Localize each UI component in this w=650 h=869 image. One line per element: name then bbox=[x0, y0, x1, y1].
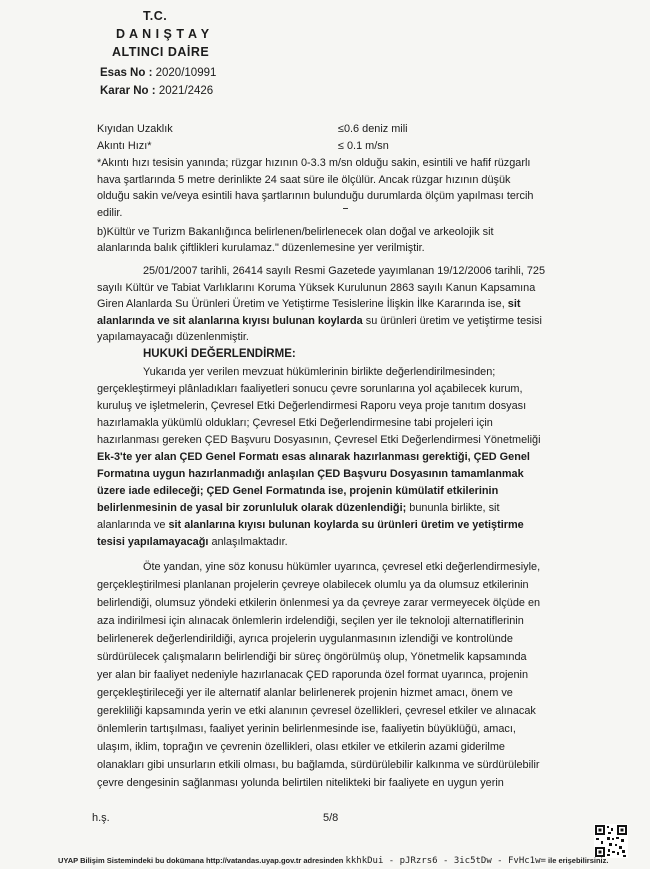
para2-text: bununla birlikte, sit bbox=[409, 502, 500, 514]
section-heading: HUKUKİ DEĞERLENDİRME: bbox=[143, 348, 296, 360]
uyap-verification-line bbox=[58, 856, 608, 866]
para3-line: Öte yandan, yine söz konusu hükümler uyarınca, çevresel etki değerlendirmesiyle, bbox=[143, 561, 541, 573]
para3-line: gerçekleştirilmesi planlanan projelerin çevreye olabilecek olumlu ya da olumsuz etkilerinin bbox=[97, 579, 529, 591]
stray-mark bbox=[343, 208, 348, 209]
esas-no bbox=[100, 67, 216, 79]
uyap-text: UYAP Bilişim Sistemindeki bu dokümana http://vatandas.uyap.gov.tr adresinden bbox=[58, 856, 344, 865]
esas-value: 2020/10991 bbox=[155, 67, 217, 79]
para2-line: hazırlanması gereken ÇED Başvuru Dosyasının, Çevresel Etki Değerlendirmesi Yönetmeliği bbox=[97, 434, 541, 446]
footnote-line: olduğu sakin ve/veya esintili hava şartlarının bulunduğu durumlarda ölçüm yapılması tercih bbox=[97, 190, 534, 202]
para3-line: sürdürülecek çalışmaların belirlendiği bir süreç öngörülmüş olup, Yönetmelik kapsamında bbox=[97, 651, 527, 663]
item-b-line: b)Kültür ve Turizm Bakanlığınca belirlenen/belirlenecek olan doğal ve arkeolojik sit bbox=[97, 226, 494, 238]
para2-bold-line: üzere iade edileceği; ÇED Genel Formatında ise, projenin kümülatif etkilerinin bbox=[97, 485, 499, 497]
criteria-value: ≤ 0.1 m/sn bbox=[338, 140, 389, 152]
para2-line bbox=[97, 535, 288, 549]
header-court: D A N I Ş T A Y bbox=[116, 27, 210, 41]
para3-line: yer alan bir faaliyet nedeniyle hazırlanacak ÇED raporunda özel format uyarınca, projenin bbox=[97, 669, 529, 681]
para2-bold-line: Ek-3'te yer alan ÇED Genel Formatı esas alınarak hazırlanması gerektiği, ÇED Genel bbox=[97, 451, 530, 463]
page-number: 5/8 bbox=[323, 812, 339, 824]
para2-bold: sit alanlarına kıyısı bulunan koylarda su ürünleri üretim ve yetiştirme bbox=[168, 519, 524, 531]
para2-text: alanlarında ve bbox=[97, 519, 166, 531]
para2-line bbox=[97, 501, 499, 515]
para3-line: ulaşım, iklim, toprağın ve çevrenin özellikleri, olası etkiler ve etkilerin azami giderilme bbox=[97, 741, 505, 753]
para2-line: gerçekleştirmeyi plânladıkları faaliyetleri sonucu çevre sorunlarına yol açabilecek kurum, bbox=[97, 383, 523, 395]
para1-bold: alanlarında ve sit alanlarına kıyısı bulunan koylarda bbox=[97, 315, 363, 327]
criteria-value: ≤0.6 deniz mili bbox=[338, 123, 408, 135]
para1-line: yapılamayacağı düzenlenmiştir. bbox=[97, 331, 249, 343]
para1-text: Giren Alanlarda Su Ürünleri Üretim ve Yetiştirme Tesislerine İlişkin İlke Kararında ise, bbox=[97, 298, 505, 310]
para2-line: kuruluş ve işletmelerin, Çevresel Etki Değerlendirmesi Raporu veya proje tanıtım dosyası bbox=[97, 400, 527, 412]
criteria-label: Akıntı Hızı* bbox=[97, 140, 152, 152]
uyap-code: kkhkDui - pJRzrs6 - 3ic5tDw - FvHc1w= bbox=[345, 856, 546, 866]
para1-line: sayılı Kültür ve Tabiat Varlıklarını Koruma Yüksek Kurulunun 2863 sayılı Kanun Kapsamına bbox=[97, 282, 536, 294]
footnote-line: *Akıntı hızı tesisin yanında; rüzgar hızının 0-3.3 m/sn olduğu sakin, esintili ve hafif rüzgarlı bbox=[97, 157, 531, 169]
para3-line: belirlendiği, olumsuz yöndeki etkilerin önlenmesi ya da çevreye zarar vermeyecek ölçüde en bbox=[97, 597, 541, 609]
para1-line bbox=[97, 297, 521, 311]
footnote-line: hava şartlarında 5 metre derinlikte 24 saat süre ile ölçülür. Ancak rüzgar hızının düşük bbox=[97, 174, 511, 186]
karar-value: 2021/2426 bbox=[158, 85, 214, 97]
header-tc: T.C. bbox=[143, 9, 168, 23]
para2-text: anlaşılmaktadır. bbox=[211, 536, 288, 548]
para1-line bbox=[97, 314, 542, 328]
para2-bold: tesisi yapılamayacağı bbox=[97, 536, 209, 548]
karar-no bbox=[100, 85, 213, 97]
uyap-suffix: ile erişebilirsiniz. bbox=[548, 856, 609, 865]
para2-line: hazırlamakla yükümlü oldukları; Çevresel Etki Değerlendirmesine tabi projeleri için bbox=[97, 417, 493, 429]
para3-line: gerçekleştirileceği yer ile alternatif alanlar belirlenerek projenin hizmet amacı, önem ve bbox=[97, 687, 513, 699]
footnote-line: edilir. bbox=[97, 207, 123, 219]
para1-line: 25/01/2007 tarihli, 26414 sayılı Resmi Gazetede yayımlanan 19/12/2006 tarihli, 725 bbox=[143, 265, 545, 277]
para3-line: gerekliliği kapsamında yerin ve etki alanının çevresel özellikleri, çevresel etkiler ve alınacak bbox=[97, 705, 536, 717]
para2-line bbox=[97, 518, 524, 532]
para1-text: su ürünleri üretim ve yetiştirme tesisi bbox=[365, 315, 542, 327]
item-b-line: alanlarında balık çiftlikleri kurulamaz." düzenlemesine yer verilmiştir. bbox=[97, 242, 425, 254]
para1-bold: sit bbox=[507, 298, 521, 310]
para3-line: çevre dengesinin sağlanması yolunda belirtilen nitelikteki bir faaliyete en uygun yerin bbox=[97, 777, 504, 789]
karar-label: Karar No : bbox=[100, 85, 156, 97]
para3-line: belirlenerek değerlendirildiği, ayrıca projelerin uygulanmasının izlendiği ve kontrolünde bbox=[97, 633, 513, 645]
para2-bold-line: Formatına uygun hazırlanmadığı anlaşılan ÇED Başvuru Dosyasının tamamlanmak bbox=[97, 468, 524, 480]
signature-initials: h.ş. bbox=[92, 812, 110, 824]
criteria-label: Kıyıdan Uzaklık bbox=[97, 123, 173, 135]
para2-bold: belirlenmesinin de yasal bir zorunluluk olarak düzenlendiği; bbox=[97, 502, 407, 514]
para2-line: Yukarıda yer verilen mevzuat hükümlerinin birlikte değerlendirilmesinden; bbox=[143, 366, 496, 378]
para3-line: aza indirilmesi için alınacak önlemlerin irdelendiği, seçilen yer ile teknoloji alternatiflerinin bbox=[97, 615, 524, 627]
para3-line: olanakları gibi unsurların etkili olması, bu bağlamda, sürdürülebilir kalkınma ve sürdürülebilir bbox=[97, 759, 540, 771]
header-chamber: ALTINCI DAİRE bbox=[112, 45, 210, 59]
para3-line: önlemlerin tartışılması, faaliyet yerinin belirlenmesinde ise, faaliyetin büyüklüğü, amacı, bbox=[97, 723, 516, 735]
esas-label: Esas No : bbox=[100, 67, 153, 79]
qr-code-icon bbox=[594, 824, 628, 858]
